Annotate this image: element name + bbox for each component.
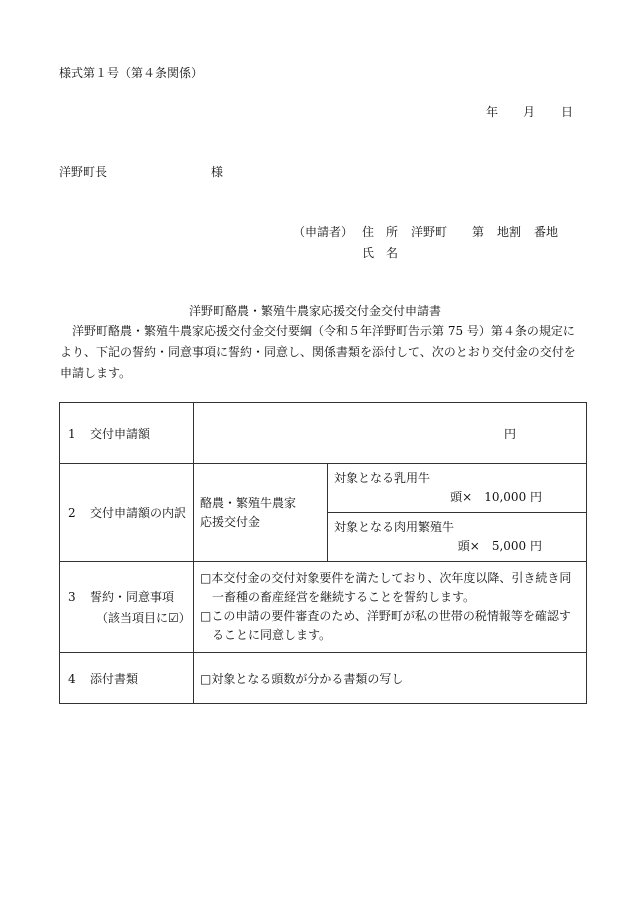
applicant-label: （申請者） [293,225,354,239]
document-title: 洋野町酪農・繁殖牛農家応援交付金交付申請書 [188,304,441,318]
row4-label: 添付書類 [90,671,139,686]
row4-label-cell [60,653,194,704]
checkbox-icon[interactable]: □ [200,571,212,585]
intro-line-1: 洋野町酪農・繁殖牛農家応援交付金交付要綱（令和５年洋野町告示第 75 号）第４条の規定に [72,324,575,338]
checkbox-icon[interactable]: □ [200,609,212,623]
yen-unit: 円 [504,426,517,441]
row3-sub-close: ） [178,611,191,625]
category-line-2: 応援交付金 [200,514,261,529]
table-row [60,562,587,653]
row3-sub-note [68,609,193,626]
addressee-honorific: 様 [211,165,224,179]
checked-box-icon: ☑ [168,611,179,625]
addressee-name: 洋野町長 [59,165,108,179]
address-label: 住 所 [362,225,399,239]
dairy-cattle-unit: 頭× 10,000 円 [450,490,543,504]
request-amount-field[interactable] [194,403,587,464]
category-line-1: 酪農・繁殖牛農家 [200,495,297,510]
beef-cattle-unit: 頭× 5,000 円 [457,539,543,553]
row3-sub-text: （該当項目に [96,611,169,625]
pledge-item-1[interactable] [200,569,580,607]
dairy-cattle-label: 対象となる乳用牛 [334,471,431,485]
row2-number: 2 [68,506,76,520]
pledge-item-1-text: 本交付金の交付対象要件を満たしており、次年度以降、引き続き同 [211,571,572,585]
row1-label: 交付申請額 [90,426,151,441]
intro-line-3: 申請します。 [60,366,132,380]
date-month-label: 月 [523,105,536,119]
row4-number: 4 [68,671,76,686]
address-town: 洋野町 [411,225,448,239]
beef-cattle-label: 対象となる肉用繁殖牛 [334,520,455,534]
form-number: 様式第１号（第４条関係） [59,66,204,80]
row3-label-cell [60,562,194,653]
table-row [60,464,587,513]
beef-cattle-field[interactable] [328,513,587,562]
application-table [59,402,587,704]
checkbox-icon[interactable]: □ [200,671,212,686]
intro-paragraph [60,321,586,384]
pledge-item-2-text-cont: ることに同意します。 [212,628,332,642]
dairy-cattle-field[interactable] [328,464,587,513]
address-number-label: 第 [472,225,485,239]
table-row [60,403,587,464]
name-label: 氏 名 [362,246,399,260]
pledge-item-2[interactable] [200,607,580,645]
address-lot-label: 番地 [534,225,559,239]
row1-label-cell [60,403,194,464]
category-cell [194,464,328,562]
intro-line-2: より、下記の誓約・同意事項に誓約・同意し、関係書類を添付して、次のとおり交付金の交付を [60,345,576,359]
pledge-items-cell [194,562,587,653]
row3-label: 誓約・同意事項 [90,590,175,604]
address-district-label: 地割 [497,225,522,239]
pledge-item-2-text: この申請の要件審査のため、洋野町が私の世帯の税情報等を確認す [211,609,571,623]
attachment-item[interactable] [194,653,587,704]
row1-number: 1 [68,426,76,441]
row2-label: 交付申請額の内訳 [90,506,187,520]
table-row [60,653,587,704]
attachment-text: 対象となる頭数が分かる書類の写し [211,671,404,686]
date-year-label: 年 [486,105,499,119]
row3-number: 3 [68,590,76,604]
date-day-label: 日 [561,105,574,119]
row2-label-cell [60,464,194,562]
pledge-item-1-text-cont: 一畜種の畜産経営を継続することを誓約します。 [212,590,476,604]
